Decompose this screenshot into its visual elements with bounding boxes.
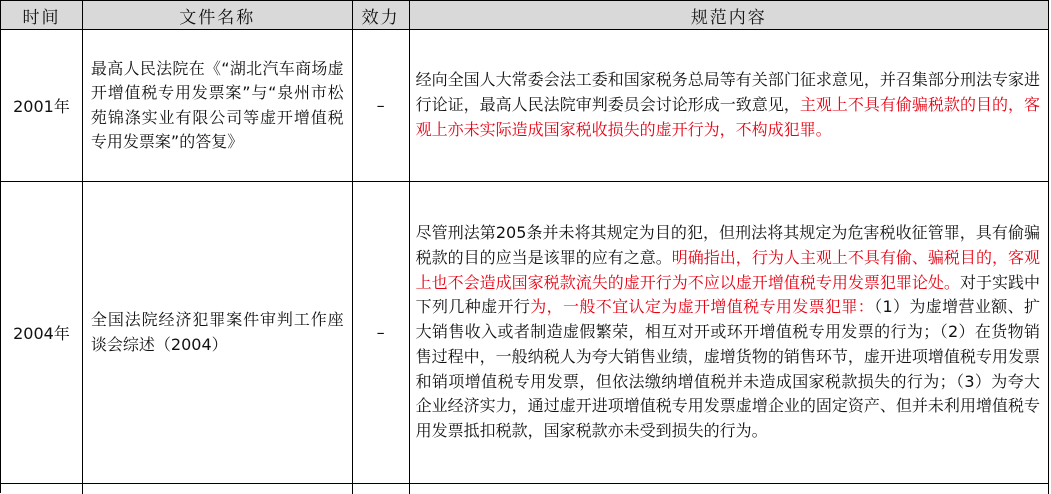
content-highlight: 为，一般不宜认定为虚开增值税专用发票犯罪： [530,297,875,317]
row-time: 2004年 [1,182,83,483]
header-content: 规范内容 [410,1,1049,29]
header-effect: 效力 [353,1,410,29]
content-text: （1）为虚增营业额、扩大销售收入或者制造虚假繁荣，相互对开或环开增值税专用发票的行为；（2）在货物销售过程中，一般纳税人为夸大销售业绩，虚增货物的销售环节，虚开进项增值税专用发票和销项增值税专用发票，但依法缴纳增值税并未造成国家税款损失的行为；（3）为夸大企业经济实力，通过虚开进项增值税专用发票虚增企业的固定资产、但并未利用增值税专用发票抵扣税款，国家税款亦未受到损失的行为。 [415,297,1040,440]
row-effect: – [353,182,410,483]
row-content [410,182,1049,483]
header-doc-name: 文件名称 [83,1,353,29]
doc-name-text: 全国法院经济犯罪案件审判工作座谈会综述（2004） [90,310,344,354]
row-doc-name [83,182,353,483]
content-highlight: 主观上不具有偷骗税款的目的，客观上亦未实际造成国家税收损失的虚开行为，不构成犯罪。 [415,95,1040,139]
content-text: 对于实践中下列几种虚开行 [415,272,1040,317]
content-text: 经向全国人大常委会法工委和国家税务总局等有关部门征求意见，并召集部分刑法专家进行论证，最高人民法院审判委员会讨论形成一致意见， [415,70,1040,115]
row-content [410,30,1049,181]
row-doc-name [83,30,353,181]
table-row [1,30,1049,182]
table-header [1,1,1049,30]
header-time: 时间 [1,1,83,29]
content-text: 尽管刑法第205条并未将其规定为目的犯，但刑法将其规定为危害税收征管罪，具有偷骗税款的目的应当是该罪的应有之意。 [415,223,1040,268]
table-row [1,182,1049,484]
row-effect: – [353,30,410,181]
row-time: 2001年 [1,30,83,181]
content-highlight: 明确指出，行为人主观上不具有偷、骗税目的，客观上也不会造成国家税款流失的虚开行为不应以虚开增值税专用发票犯罪论处。 [415,248,1040,292]
doc-name-text: 最高人民法院在《“湖北汽车商场虚开增值税专用发票案”与“泉州市松苑锦涤实业有限公司等虚开增值税专用发票案”的答复》 [90,58,344,151]
